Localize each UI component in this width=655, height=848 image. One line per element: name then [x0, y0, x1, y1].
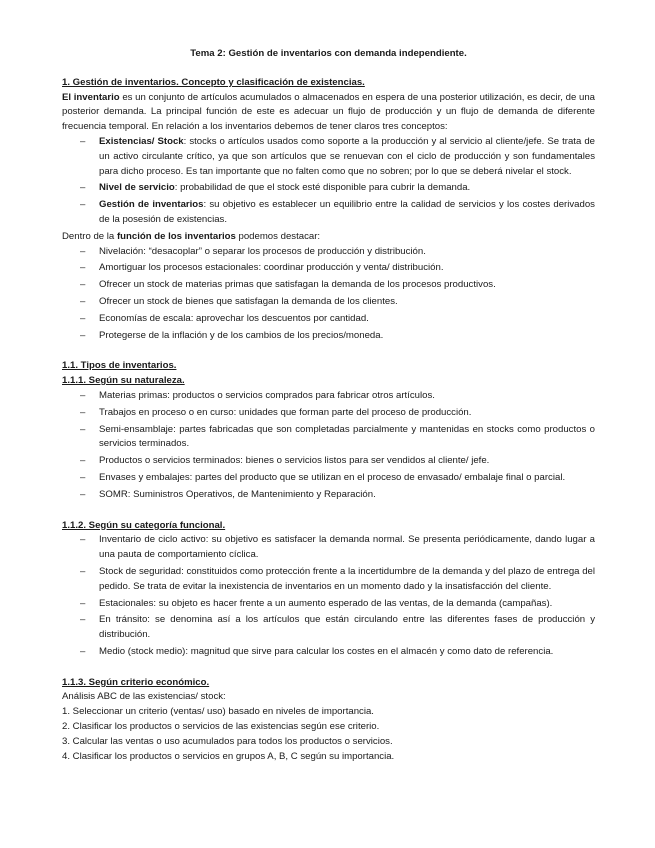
list-item: – Nivelación: “desacoplar” o separar los procesos de producción y distribución.: [62, 245, 595, 260]
list-item: 3. Calcular las ventas o uso acumulados para todos los productos o servicios.: [62, 735, 393, 747]
section-1-1-heading: 1.1. Tipos de inventarios.: [62, 360, 177, 372]
concept-term: Nivel de servicio: [99, 182, 175, 194]
list-item: [62, 135, 595, 179]
functions-list: [62, 245, 595, 344]
list-item: – Amortiguar los procesos estacionales: coordinar producción y venta/ distribución.: [62, 261, 595, 276]
nature-types-list: [62, 389, 595, 503]
list-item: – Estacionales: su objeto es hacer frente a un aumento esperado de las ventas, de la demanda (campañas).: [62, 597, 595, 612]
section-1-intro: [62, 91, 595, 135]
list-item: [62, 198, 595, 228]
list-item: – Semi-ensamblaje: partes fabricadas que son completadas parcialmente y mantenidas en stocks como productos o servicios terminados.: [62, 423, 595, 453]
concept-term: Gestión de inventarios: [99, 199, 204, 211]
concept-term: Existencias/ Stock: [99, 135, 184, 147]
section-1-heading: 1. Gestión de inventarios. Concepto y clasificación de existencias.: [62, 76, 365, 88]
functional-types-list: [62, 533, 595, 659]
list-item: – Ofrecer un stock de bienes que satisfagan la demanda de los clientes.: [62, 295, 595, 310]
list-item: – Economías de escala: aprovechar los descuentos por cantidad.: [62, 312, 595, 327]
list-item: – Stock de seguridad: constituidos como protección frente a la incertidumbre de la demanda y del plazo de entrega del pedido. Se trata de evitar la inexistencia de inventarios en un momento dado y la insatisfacción del cliente.: [62, 565, 595, 595]
list-item: [62, 181, 595, 196]
section-1-1-2-heading: 1.1.2. Según su categoría funcional.: [62, 519, 226, 531]
list-item: – Inventario de ciclo activo: su objetivo es satisfacer la demanda normal. Se presenta periódicamente, dando lugar a una pauta de comportamiento cíclica.: [62, 533, 595, 563]
list-item: – Materias primas: productos o servicios comprados para fabricar otros artículos.: [62, 389, 595, 404]
abc-intro: Análisis ABC de las existencias/ stock:: [62, 691, 226, 703]
list-item: – Trabajos en proceso o en curso: unidades que forman parte del proceso de producción.: [62, 406, 595, 421]
intro-text: es un conjunto de artículos acumulados o almacenados en espera de una posterior utilización, es decir, de una posterior demanda. La principal función de este es adecuar un flujo de producción y un flujo de demanda de diferente frecuencia temporal. En relación a los inventarios debemos de tener claros tres conceptos:: [62, 91, 596, 133]
document-page: [62, 47, 595, 764]
functions-intro-post: podemos destacar:: [235, 230, 321, 242]
concepts-list: [62, 135, 595, 228]
list-item: 2. Clasificar los productos o servicios de las existencias según ese criterio.: [62, 721, 380, 733]
section-1-1-1-heading: 1.1.1. Según su naturaleza.: [62, 375, 185, 387]
list-item: – En tránsito: se denomina así a los artículos que están circulando entre las diferentes fases de producción y distribución.: [62, 613, 595, 643]
functions-intro-pre: Dentro de la: [62, 230, 117, 242]
list-item: – Medio (stock medio): magnitud que sirve para calcular los costes en el almacén y como dato de referencia.: [62, 645, 595, 660]
concept-text: : su objetivo es establecer un equilibrio entre la calidad de servicios y los costes derivados de la posesión de existencias.: [99, 199, 595, 225]
section-1-1-3-heading: 1.1.3. Según criterio económico.: [62, 676, 210, 688]
concept-text: : stocks o artículos usados como soporte a la producción y al servicio al cliente/jefe. Se trata de un activo circulante crítico, ya que son artículos que se renuevan con el ciclo de producción y son fundamentales para dicho proceso. Es tan importante que no falten como que no sobren; por lo que se deberá nivelar el stock.: [99, 135, 595, 177]
list-item: – Ofrecer un stock de materias primas que satisfagan la demanda de los procesos productivos.: [62, 278, 595, 293]
list-item: – Productos o servicios terminados: bienes o servicios listos para ser vendidos al cliente/ jefe.: [62, 454, 595, 469]
list-item: 1. Seleccionar un criterio (ventas/ uso) basado en niveles de importancia.: [62, 706, 374, 718]
list-item: 4. Clasificar los productos o servicios en grupos A, B, C según su importancia.: [62, 750, 395, 762]
list-item: – Envases y embalajes: partes del producto que se utilizan en el proceso de envasado/ embalaje final o parcial.: [62, 471, 595, 486]
list-item: – Protegerse de la inflación y de los cambios de los precios/moneda.: [62, 329, 595, 344]
abc-steps: [62, 705, 595, 764]
list-item: – SOMR: Suministros Operativos, de Mantenimiento y Reparación.: [62, 488, 595, 503]
concept-text: : probabilidad de que el stock esté disponible para cubrir la demanda.: [174, 182, 471, 194]
functions-intro: [62, 230, 595, 245]
functions-intro-bold: función de los inventarios: [116, 230, 236, 242]
document-title: Tema 2: Gestión de inventarios con demanda independiente.: [190, 48, 467, 59]
intro-bold-term: El inventario: [62, 91, 120, 103]
